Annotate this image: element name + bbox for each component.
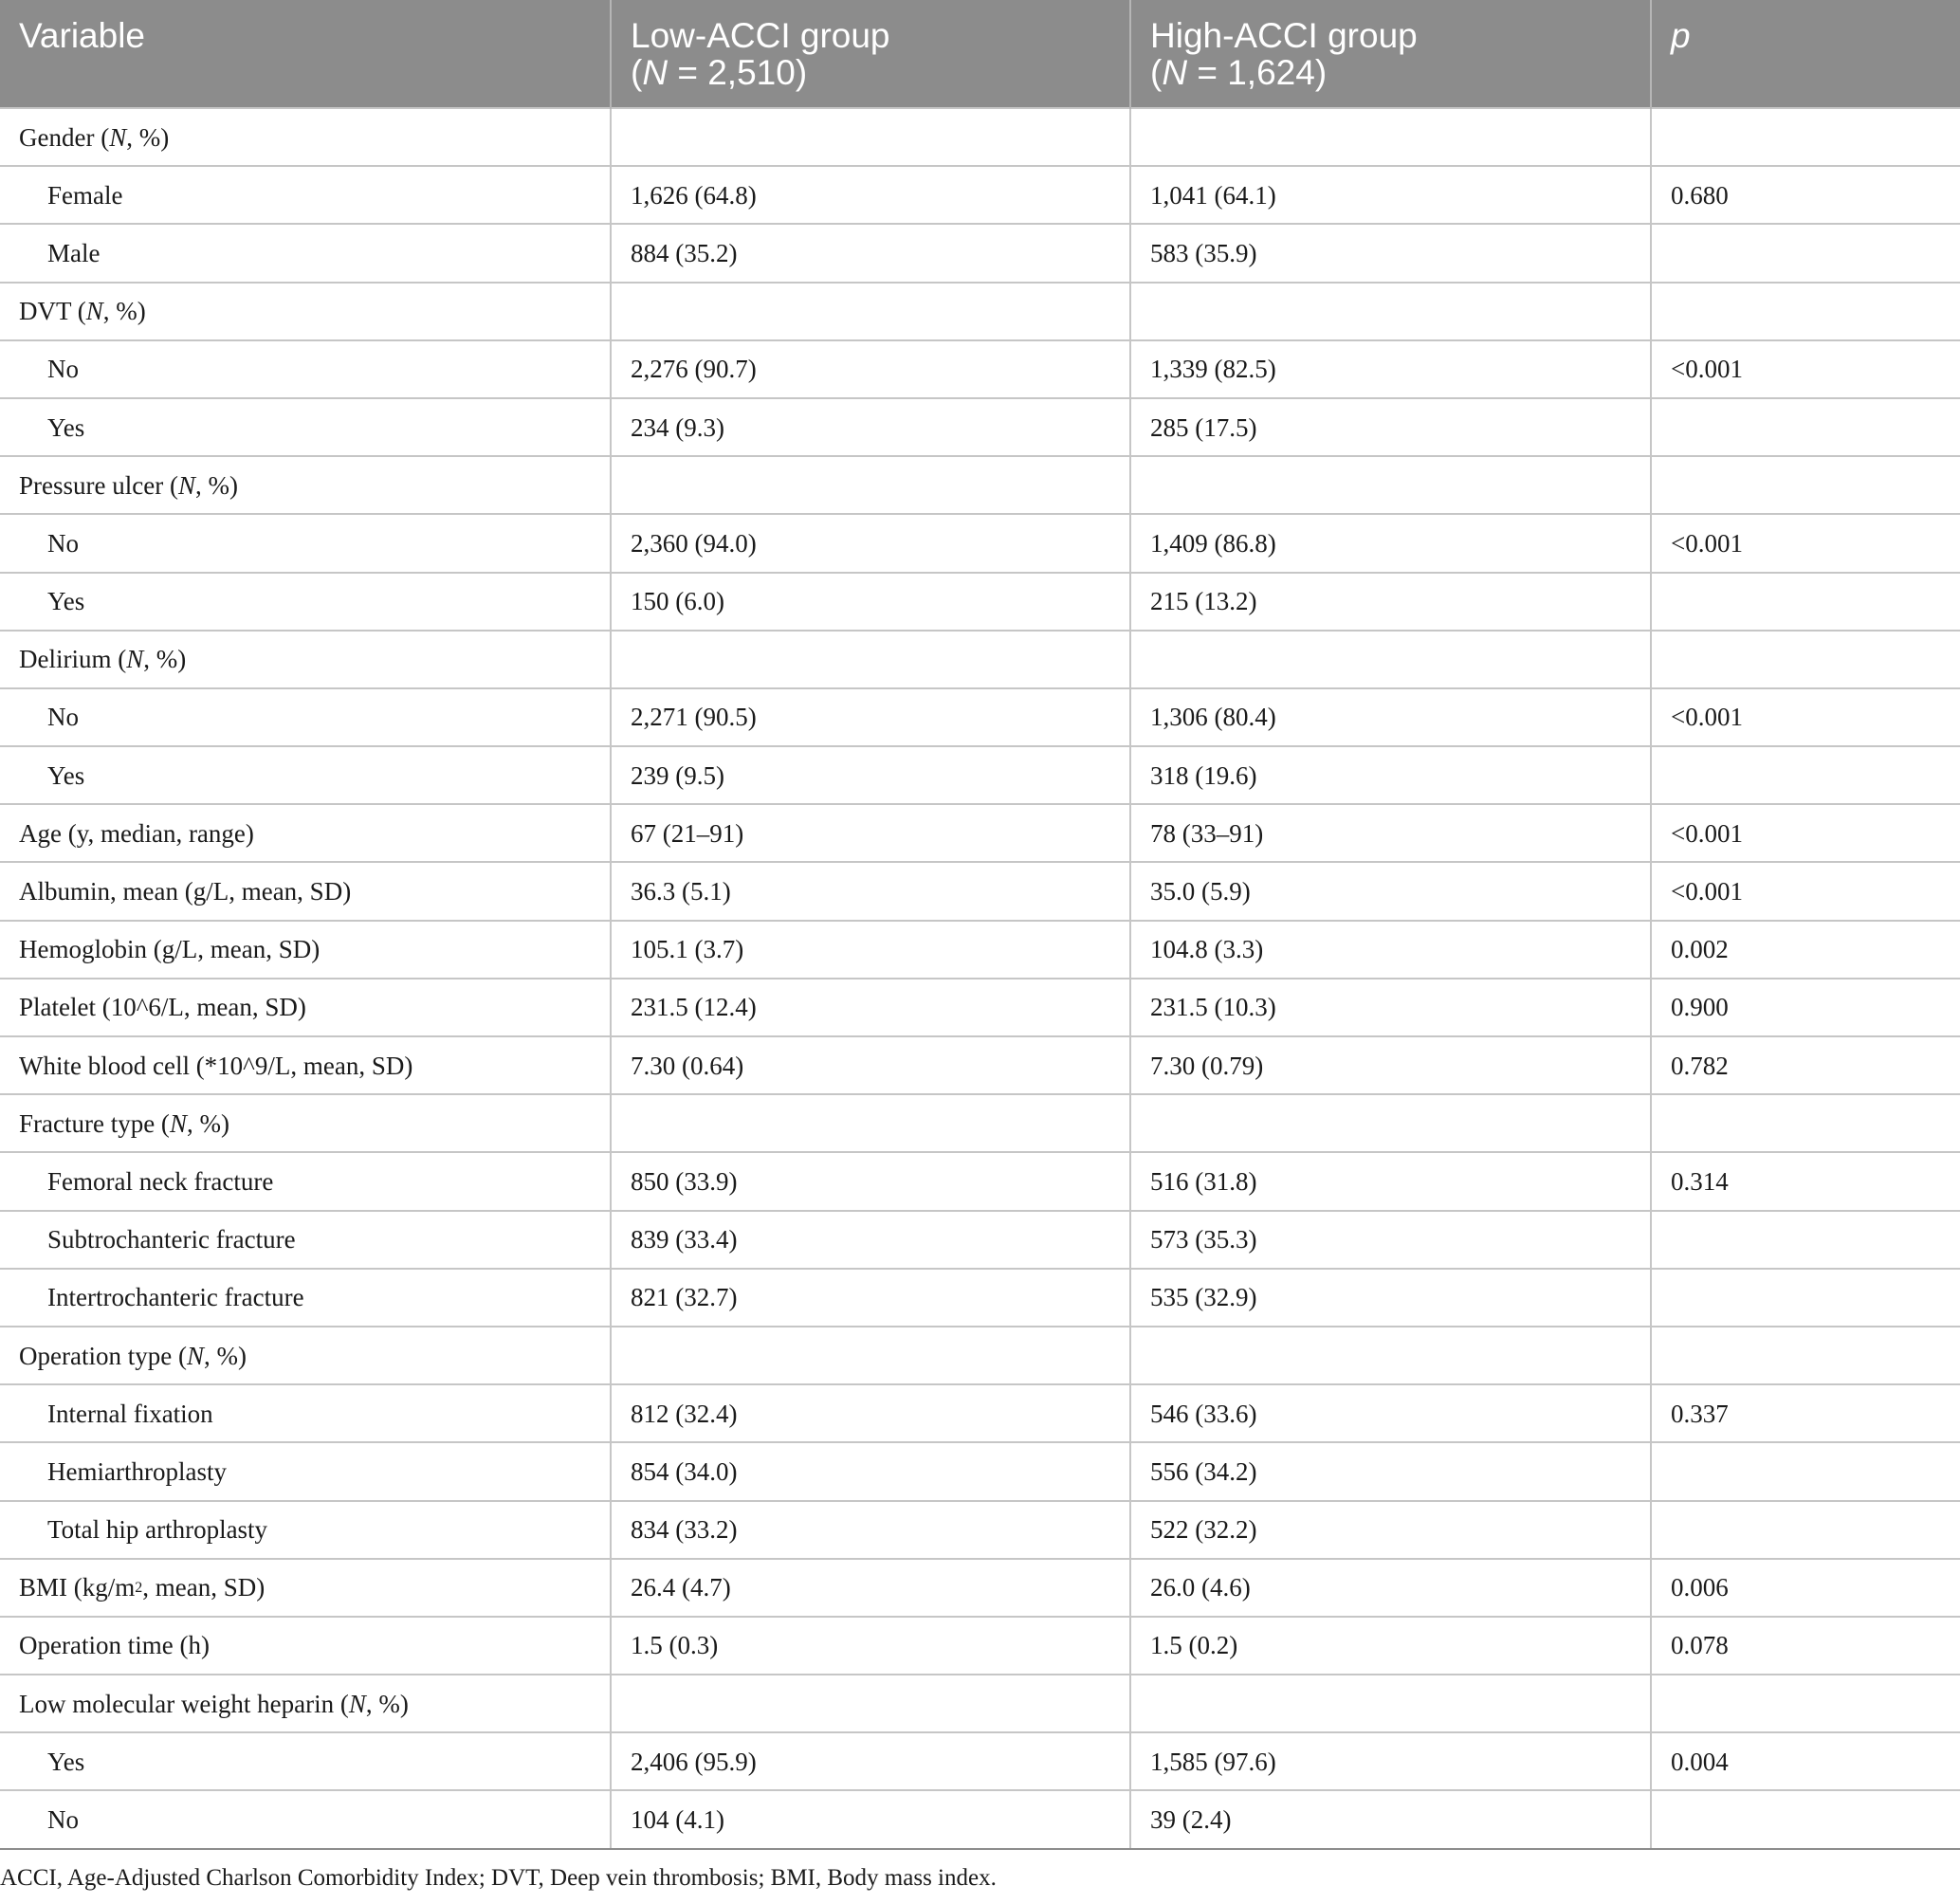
header-low-acci-title: Low-ACCI group bbox=[631, 16, 890, 55]
variable-label bbox=[0, 1384, 611, 1442]
variable-label-tail: , %) bbox=[102, 297, 146, 326]
variable-label-tail: , mean, SD) bbox=[142, 1573, 266, 1602]
variable-label bbox=[0, 804, 611, 862]
variable-label bbox=[0, 1790, 611, 1848]
variable-label bbox=[0, 1211, 611, 1269]
header-variable bbox=[0, 0, 611, 108]
header-p-value bbox=[1651, 0, 1960, 108]
high-acci-value bbox=[1130, 1094, 1651, 1152]
table-row bbox=[0, 1094, 1960, 1152]
high-acci-value: 516 (31.8) bbox=[1130, 1152, 1651, 1210]
variable-label-tail: , %) bbox=[365, 1689, 409, 1718]
p-value: 0.004 bbox=[1651, 1732, 1960, 1790]
high-acci-value bbox=[1130, 631, 1651, 688]
variable-label bbox=[0, 1732, 611, 1790]
category-label bbox=[0, 456, 611, 514]
p-value: <0.001 bbox=[1651, 804, 1960, 862]
high-acci-value bbox=[1130, 1675, 1651, 1732]
category-label bbox=[0, 1327, 611, 1384]
p-value: 0.337 bbox=[1651, 1384, 1960, 1442]
header-p-label: p bbox=[1671, 16, 1691, 55]
variable-label-text: Internal fixation bbox=[47, 1399, 213, 1428]
variable-label-text: Platelet (10^6/L, mean, SD) bbox=[19, 993, 306, 1022]
table-footnote: ACCI, Age-Adjusted Charlson Comorbidity Index; DVT, Deep vein thrombosis; BMI, Body mass index. bbox=[0, 1865, 997, 1891]
p-value bbox=[1651, 283, 1960, 340]
header-row bbox=[0, 0, 1960, 108]
variable-label-text: Total hip arthroplasty bbox=[47, 1515, 268, 1545]
low-acci-value: 104 (4.1) bbox=[611, 1790, 1130, 1848]
low-acci-value: 67 (21–91) bbox=[611, 804, 1130, 862]
p-value: 0.782 bbox=[1651, 1036, 1960, 1094]
header-low-acci-n: (N = 2,510) bbox=[631, 53, 808, 92]
high-acci-value: 318 (19.6) bbox=[1130, 746, 1651, 804]
high-acci-value: 35.0 (5.9) bbox=[1130, 862, 1651, 920]
low-acci-value bbox=[611, 1094, 1130, 1152]
high-acci-value bbox=[1130, 108, 1651, 166]
header-variable-label: Variable bbox=[19, 16, 146, 55]
high-acci-value: 1.5 (0.2) bbox=[1130, 1617, 1651, 1675]
variable-label bbox=[0, 979, 611, 1036]
variable-label bbox=[0, 166, 611, 224]
variable-label-italic: N bbox=[126, 645, 144, 674]
variable-label-text: Hemiarthroplasty bbox=[47, 1456, 227, 1486]
category-label bbox=[0, 1675, 611, 1732]
high-acci-value: 556 (34.2) bbox=[1130, 1442, 1651, 1500]
variable-label-tail: , %) bbox=[203, 1341, 247, 1370]
table-row bbox=[0, 1327, 1960, 1384]
table-row bbox=[0, 631, 1960, 688]
high-acci-value: 26.0 (4.6) bbox=[1130, 1559, 1651, 1617]
low-acci-value bbox=[611, 283, 1130, 340]
table-row bbox=[0, 340, 1960, 398]
variable-label-italic: N bbox=[348, 1689, 366, 1718]
p-value bbox=[1651, 1790, 1960, 1848]
header-high-acci-n: (N = 1,624) bbox=[1150, 53, 1328, 92]
variable-label-text: Subtrochanteric fracture bbox=[47, 1225, 296, 1254]
table-row bbox=[0, 921, 1960, 979]
low-acci-value bbox=[611, 456, 1130, 514]
table-row bbox=[0, 1617, 1960, 1675]
category-label bbox=[0, 631, 611, 688]
table-body bbox=[0, 108, 1960, 1849]
variable-label-text: Pressure ulcer ( bbox=[19, 470, 178, 500]
variable-label-superscript: 2 bbox=[135, 1580, 143, 1597]
low-acci-value bbox=[611, 108, 1130, 166]
variable-label bbox=[0, 1617, 611, 1675]
p-value bbox=[1651, 1094, 1960, 1152]
low-acci-value: 36.3 (5.1) bbox=[611, 862, 1130, 920]
table-row bbox=[0, 514, 1960, 572]
variable-label-text: DVT ( bbox=[19, 297, 86, 326]
p-value bbox=[1651, 1269, 1960, 1327]
high-acci-value: 215 (13.2) bbox=[1130, 573, 1651, 631]
low-acci-value: 884 (35.2) bbox=[611, 224, 1130, 282]
variable-label bbox=[0, 1269, 611, 1327]
p-value bbox=[1651, 573, 1960, 631]
p-value bbox=[1651, 1442, 1960, 1500]
high-acci-value: 104.8 (3.3) bbox=[1130, 921, 1651, 979]
p-value: 0.900 bbox=[1651, 979, 1960, 1036]
high-acci-value bbox=[1130, 1327, 1651, 1384]
variable-label-tail: , %) bbox=[143, 645, 187, 674]
table-row bbox=[0, 1675, 1960, 1732]
high-acci-value: 39 (2.4) bbox=[1130, 1790, 1651, 1848]
variable-label bbox=[0, 746, 611, 804]
variable-label bbox=[0, 224, 611, 282]
table-header bbox=[0, 0, 1960, 108]
high-acci-value: 1,409 (86.8) bbox=[1130, 514, 1651, 572]
table-row bbox=[0, 1790, 1960, 1848]
variable-label bbox=[0, 1501, 611, 1559]
table-row bbox=[0, 398, 1960, 456]
high-acci-value: 1,339 (82.5) bbox=[1130, 340, 1651, 398]
variable-label bbox=[0, 1036, 611, 1094]
high-acci-value: 78 (33–91) bbox=[1130, 804, 1651, 862]
high-acci-value: 231.5 (10.3) bbox=[1130, 979, 1651, 1036]
p-value bbox=[1651, 456, 1960, 514]
variable-label bbox=[0, 1559, 611, 1617]
low-acci-value: 2,406 (95.9) bbox=[611, 1732, 1130, 1790]
low-acci-value bbox=[611, 631, 1130, 688]
low-acci-value: 812 (32.4) bbox=[611, 1384, 1130, 1442]
low-acci-value: 821 (32.7) bbox=[611, 1269, 1130, 1327]
variable-label bbox=[0, 1152, 611, 1210]
low-acci-value: 1.5 (0.3) bbox=[611, 1617, 1130, 1675]
variable-label-italic: N bbox=[169, 1108, 187, 1138]
low-acci-value: 105.1 (3.7) bbox=[611, 921, 1130, 979]
table-row bbox=[0, 688, 1960, 746]
p-value bbox=[1651, 224, 1960, 282]
variable-label-text: Male bbox=[47, 238, 101, 267]
low-acci-value: 2,360 (94.0) bbox=[611, 514, 1130, 572]
p-value: 0.078 bbox=[1651, 1617, 1960, 1675]
variable-label-text: Female bbox=[47, 180, 123, 210]
table-row bbox=[0, 1732, 1960, 1790]
table-row bbox=[0, 573, 1960, 631]
low-acci-value: 2,271 (90.5) bbox=[611, 688, 1130, 746]
table-row bbox=[0, 1442, 1960, 1500]
low-acci-value bbox=[611, 1675, 1130, 1732]
p-value: <0.001 bbox=[1651, 688, 1960, 746]
low-acci-value bbox=[611, 1327, 1130, 1384]
p-value bbox=[1651, 1501, 1960, 1559]
variable-label-tail: , %) bbox=[186, 1108, 229, 1138]
variable-label bbox=[0, 1442, 611, 1500]
variable-label-text: No bbox=[47, 703, 79, 732]
variable-label-text: Yes bbox=[47, 412, 85, 442]
variable-label bbox=[0, 340, 611, 398]
header-high-acci-title: High-ACCI group bbox=[1150, 16, 1418, 55]
variable-label-text: Yes bbox=[47, 587, 85, 616]
variable-label-text: Fracture type ( bbox=[19, 1108, 170, 1138]
variable-label bbox=[0, 688, 611, 746]
variable-label-text: No bbox=[47, 528, 79, 558]
low-acci-value: 7.30 (0.64) bbox=[611, 1036, 1130, 1094]
table-row bbox=[0, 1384, 1960, 1442]
p-value: 0.680 bbox=[1651, 166, 1960, 224]
table-row bbox=[0, 1269, 1960, 1327]
variable-label-text: Operation time (h) bbox=[19, 1631, 210, 1660]
variable-label-text: Low molecular weight heparin ( bbox=[19, 1689, 349, 1718]
variable-label-text: Operation type ( bbox=[19, 1341, 187, 1370]
header-high-acci bbox=[1130, 0, 1651, 108]
variable-label bbox=[0, 398, 611, 456]
table-row bbox=[0, 746, 1960, 804]
variable-label bbox=[0, 862, 611, 920]
variable-label-text: Intertrochanteric fracture bbox=[47, 1283, 304, 1312]
high-acci-value: 1,306 (80.4) bbox=[1130, 688, 1651, 746]
variable-label-text: White blood cell (*10^9/L, mean, SD) bbox=[19, 1051, 413, 1080]
table-row bbox=[0, 979, 1960, 1036]
p-value bbox=[1651, 108, 1960, 166]
p-value: 0.006 bbox=[1651, 1559, 1960, 1617]
table-row bbox=[0, 1559, 1960, 1617]
low-acci-value: 150 (6.0) bbox=[611, 573, 1130, 631]
table-row bbox=[0, 804, 1960, 862]
p-value: <0.001 bbox=[1651, 514, 1960, 572]
variable-label-italic: N bbox=[177, 470, 195, 500]
variable-label-text: Albumin, mean (g/L, mean, SD) bbox=[19, 877, 352, 906]
variable-label bbox=[0, 514, 611, 572]
high-acci-value: 535 (32.9) bbox=[1130, 1269, 1651, 1327]
p-value: <0.001 bbox=[1651, 340, 1960, 398]
variable-label-text: Hemoglobin (g/L, mean, SD) bbox=[19, 935, 321, 964]
low-acci-value: 854 (34.0) bbox=[611, 1442, 1130, 1500]
table-row bbox=[0, 224, 1960, 282]
category-label bbox=[0, 283, 611, 340]
variable-label-text: Yes bbox=[47, 760, 85, 790]
high-acci-value bbox=[1130, 456, 1651, 514]
high-acci-value: 522 (32.2) bbox=[1130, 1501, 1651, 1559]
variable-label bbox=[0, 921, 611, 979]
category-label bbox=[0, 1094, 611, 1152]
low-acci-value: 231.5 (12.4) bbox=[611, 979, 1130, 1036]
p-value bbox=[1651, 398, 1960, 456]
low-acci-value: 2,276 (90.7) bbox=[611, 340, 1130, 398]
variable-label-text: Gender ( bbox=[19, 122, 110, 152]
p-value bbox=[1651, 631, 1960, 688]
p-value bbox=[1651, 1327, 1960, 1384]
variable-label-text: No bbox=[47, 355, 79, 384]
low-acci-value: 26.4 (4.7) bbox=[611, 1559, 1130, 1617]
variable-label-text: Yes bbox=[47, 1747, 85, 1776]
p-value bbox=[1651, 1675, 1960, 1732]
high-acci-value: 1,585 (97.6) bbox=[1130, 1732, 1651, 1790]
low-acci-value: 1,626 (64.8) bbox=[611, 166, 1130, 224]
low-acci-value: 239 (9.5) bbox=[611, 746, 1130, 804]
p-value bbox=[1651, 746, 1960, 804]
high-acci-value: 7.30 (0.79) bbox=[1130, 1036, 1651, 1094]
variable-label bbox=[0, 573, 611, 631]
table-row bbox=[0, 1036, 1960, 1094]
table-row bbox=[0, 1211, 1960, 1269]
variable-label-text: No bbox=[47, 1805, 79, 1835]
high-acci-value: 583 (35.9) bbox=[1130, 224, 1651, 282]
table-row bbox=[0, 456, 1960, 514]
p-value: <0.001 bbox=[1651, 862, 1960, 920]
high-acci-value: 1,041 (64.1) bbox=[1130, 166, 1651, 224]
variable-label-text: Femoral neck fracture bbox=[47, 1166, 274, 1196]
variable-label-text: BMI (kg/m bbox=[19, 1573, 136, 1602]
table-row bbox=[0, 166, 1960, 224]
variable-label-italic: N bbox=[85, 297, 103, 326]
variable-label-text: Age (y, median, range) bbox=[19, 818, 254, 848]
variable-label-tail: , %) bbox=[194, 470, 238, 500]
low-acci-value: 839 (33.4) bbox=[611, 1211, 1130, 1269]
p-value: 0.314 bbox=[1651, 1152, 1960, 1210]
header-low-acci bbox=[611, 0, 1130, 108]
p-value: 0.002 bbox=[1651, 921, 1960, 979]
high-acci-value: 573 (35.3) bbox=[1130, 1211, 1651, 1269]
variable-label-italic: N bbox=[109, 122, 127, 152]
table-row bbox=[0, 1501, 1960, 1559]
low-acci-value: 234 (9.3) bbox=[611, 398, 1130, 456]
table-row bbox=[0, 108, 1960, 166]
p-value bbox=[1651, 1211, 1960, 1269]
table-row bbox=[0, 862, 1960, 920]
high-acci-value: 546 (33.6) bbox=[1130, 1384, 1651, 1442]
category-label bbox=[0, 108, 611, 166]
high-acci-value: 285 (17.5) bbox=[1130, 398, 1651, 456]
low-acci-value: 850 (33.9) bbox=[611, 1152, 1130, 1210]
variable-label-text: Delirium ( bbox=[19, 645, 127, 674]
low-acci-value: 834 (33.2) bbox=[611, 1501, 1130, 1559]
variable-label-italic: N bbox=[186, 1341, 204, 1370]
variable-label-tail: , %) bbox=[126, 122, 170, 152]
table-row bbox=[0, 1152, 1960, 1210]
table-row bbox=[0, 283, 1960, 340]
high-acci-value bbox=[1130, 283, 1651, 340]
